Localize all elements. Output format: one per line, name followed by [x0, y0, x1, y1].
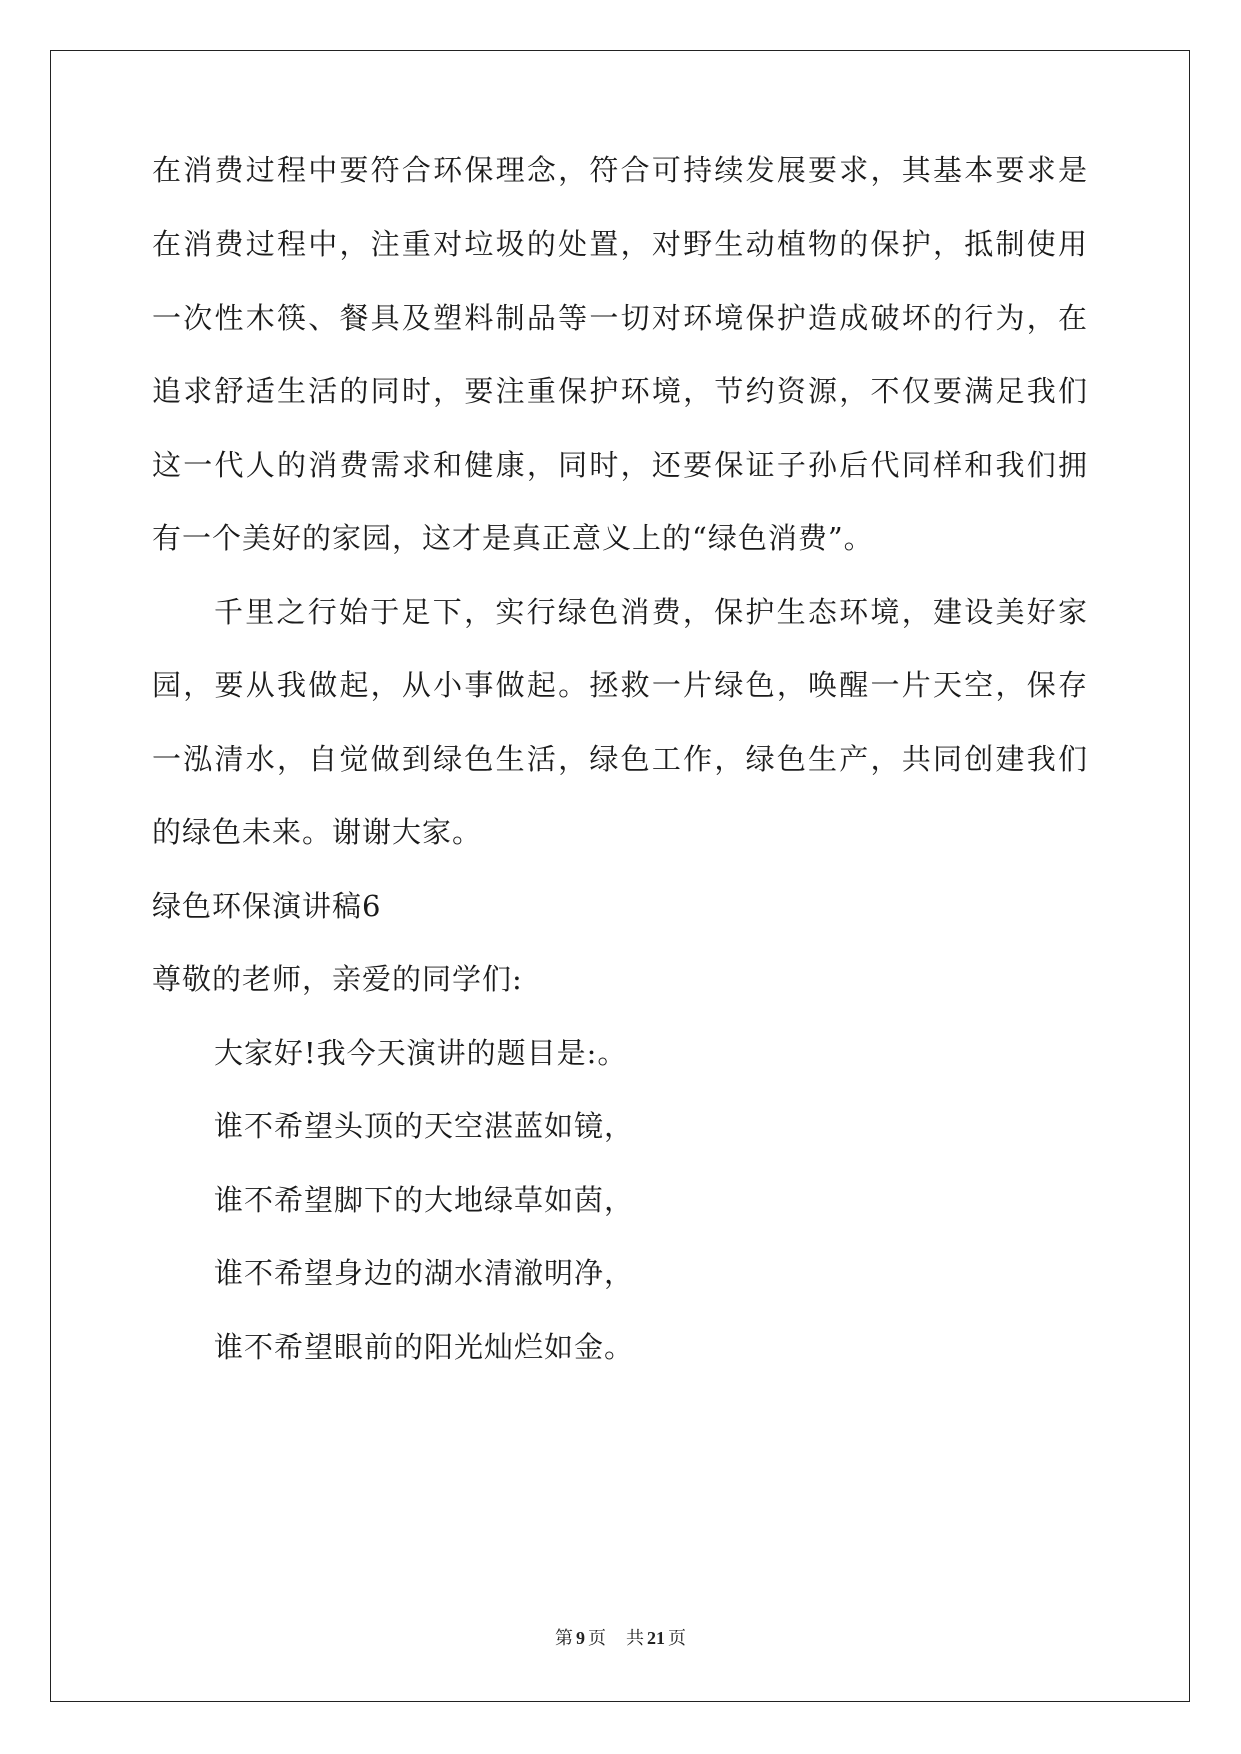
total-pages-suffix: 页	[668, 1628, 686, 1649]
paragraph-line: 谁不希望头顶的天空湛蓝如镜，	[214, 1109, 635, 1143]
paragraph-line: 大家好!我今天演讲的题目是:。	[214, 1036, 628, 1070]
page-number-prefix: 第	[555, 1628, 573, 1649]
paragraph-line: 的绿色未来。谢谢大家。	[152, 815, 483, 849]
paragraph-line: 园，要从我做起，从小事做起。拯救一片绿色，唤醒一片天空，保存	[152, 668, 1087, 702]
total-pages-prefix: 共	[626, 1628, 644, 1649]
paragraph-line: 一次性木筷、餐具及塑料制品等一切对环境保护造成破坏的行为，在	[152, 301, 1087, 335]
page-footer	[0, 1626, 1241, 1651]
paragraph-line: 有一个美好的家园，这才是真正意义上的“绿色消费”。	[152, 521, 874, 555]
paragraph-line: 千里之行始于足下，实行绿色消费，保护生态环境，建设美好家	[214, 595, 1087, 629]
paragraph-line: 谁不希望眼前的阳光灿烂如金。	[214, 1330, 635, 1364]
paragraph-line: 在消费过程中要符合环保理念，符合可持续发展要求，其基本要求是	[152, 153, 1087, 187]
total-pages: 21	[647, 1628, 665, 1648]
paragraph-line: 追求舒适生活的同时，要注重保护环境，节约资源，不仅要满足我们	[152, 374, 1087, 408]
salutation: 尊敬的老师，亲爱的同学们:	[152, 962, 523, 996]
paragraph-line: 一泓清水，自觉做到绿色生活，绿色工作，绿色生产，共同创建我们	[152, 742, 1087, 776]
paragraph-line: 这一代人的消费需求和健康，同时，还要保证子孙后代同样和我们拥	[152, 448, 1087, 482]
paragraph-line: 谁不希望身边的湖水清澈明净，	[214, 1256, 635, 1290]
page-number: 9	[576, 1628, 585, 1648]
paragraph-line: 谁不希望脚下的大地绿草如茵，	[214, 1183, 635, 1217]
paragraph-line: 在消费过程中，注重对垃圾的处置，对野生动植物的保护，抵制使用	[152, 227, 1087, 261]
section-title: 绿色环保演讲稿6	[152, 889, 382, 923]
page-number-suffix: 页	[588, 1628, 606, 1649]
